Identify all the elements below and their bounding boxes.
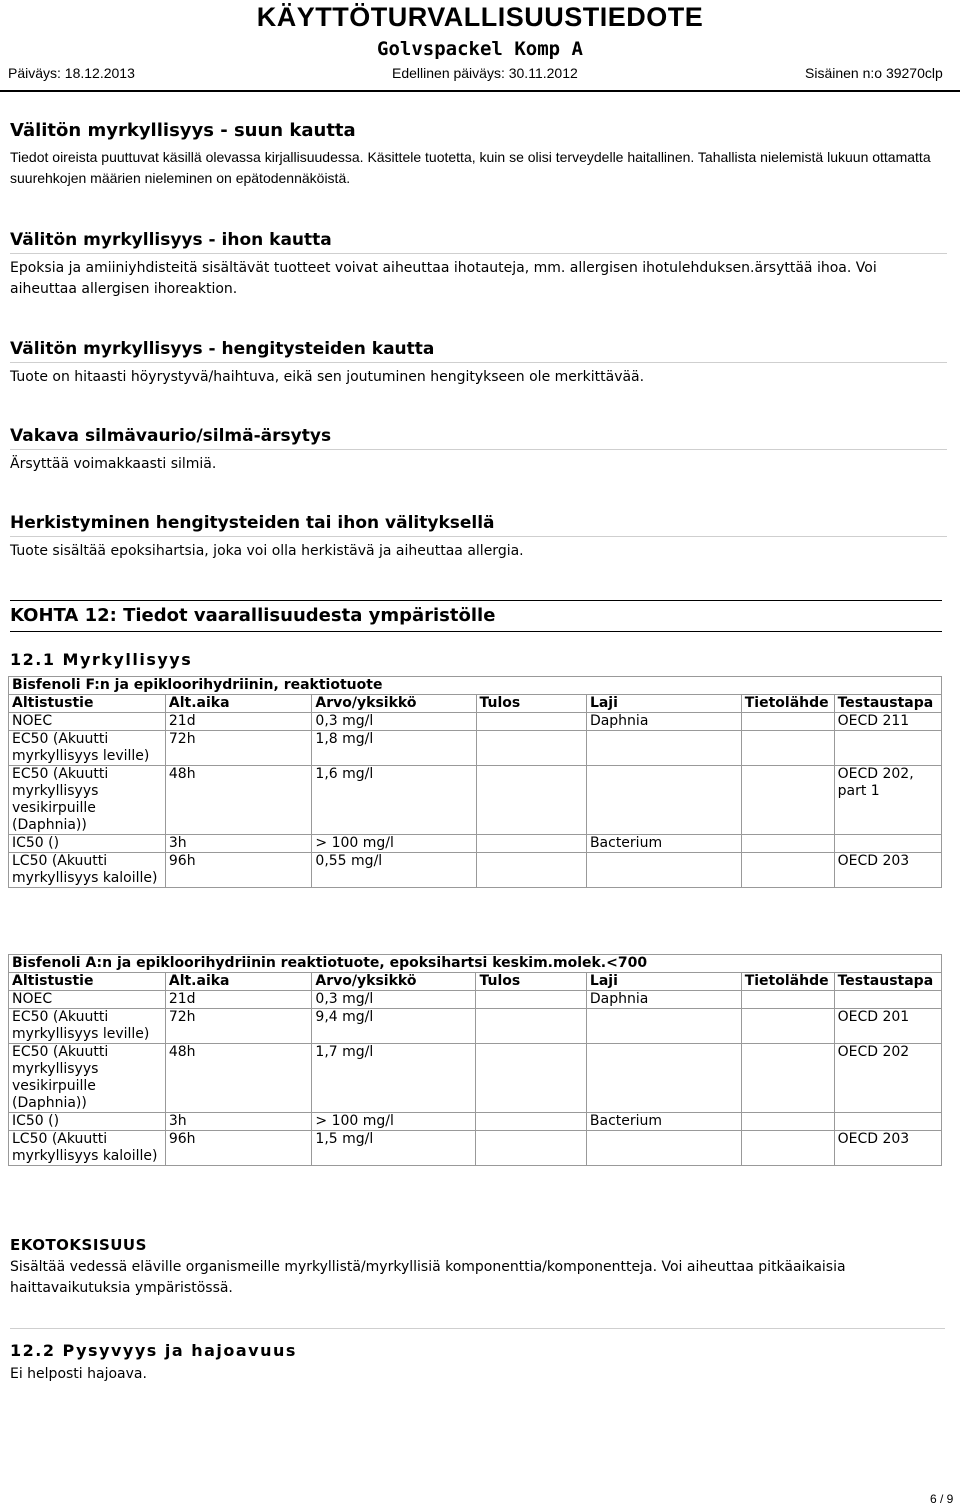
subsection-12-1-heading: 12.1 Myrkyllisyys — [10, 650, 193, 669]
table-row — [9, 1113, 942, 1131]
section-12-heading: KOHTA 12: Tiedot vaarallisuudesta ympäristölle — [10, 600, 942, 632]
table-cell — [834, 731, 941, 766]
table-cell: NOEC — [9, 991, 166, 1009]
table-cell: EC50 (Akuutti myrkyllisyys leville) — [9, 1009, 166, 1044]
table-cell: 72h — [165, 731, 312, 766]
table-cell: 3h — [165, 1113, 312, 1131]
column-header: Laji — [586, 695, 741, 713]
table-cell: 1,6 mg/l — [312, 766, 476, 835]
table-cell — [741, 1044, 834, 1113]
table-row — [9, 835, 942, 853]
section-sensitisation — [10, 512, 947, 562]
section-text: Tuote sisältää epoksihartsia, joka voi olla herkistävä ja aiheuttaa allergia. — [10, 543, 524, 559]
table-cell — [476, 1009, 586, 1044]
table-cell — [834, 835, 941, 853]
table-cell — [741, 835, 834, 853]
section-divider — [10, 1328, 945, 1329]
table-cell: Daphnia — [586, 991, 741, 1009]
table-cell: 96h — [165, 853, 312, 888]
table-cell: Bacterium — [586, 835, 741, 853]
ecotoxicity-heading: EKOTOKSISUUS — [10, 1236, 147, 1254]
table-cell: 48h — [165, 766, 312, 835]
document-title: KÄYTTÖTURVALLISUUSTIEDOTE — [256, 2, 704, 32]
table-cell: NOEC — [9, 713, 166, 731]
column-header: Laji — [586, 973, 741, 991]
table-row — [9, 731, 942, 766]
table-cell — [586, 766, 741, 835]
table-cell — [476, 1044, 586, 1113]
table-row — [9, 991, 942, 1009]
column-header: Alt.aika — [165, 695, 312, 713]
table-cell — [741, 713, 834, 731]
column-header: Altistustie — [9, 695, 166, 713]
table-cell — [586, 1131, 741, 1166]
header-divider — [0, 90, 960, 92]
table-caption: Bisfenoli A:n ja epikloorihydriinin reaktiotuote, epoksihartsi keskim.molek.<700 — [9, 955, 942, 973]
table-cell: 72h — [165, 1009, 312, 1044]
table-cell: Daphnia — [586, 713, 741, 731]
table-cell: 0,3 mg/l — [312, 713, 476, 731]
page-number: 6 / 9 — [930, 1492, 954, 1506]
table-header-row — [9, 973, 942, 991]
table-cell — [586, 731, 741, 766]
table-cell — [834, 1113, 941, 1131]
previous-date-label: Edellinen päiväys: 30.11.2012 — [392, 65, 578, 81]
table-row — [9, 1009, 942, 1044]
section-heading: Vakava silmävaurio/silmä-ärsytys — [10, 425, 947, 450]
table-cell: IC50 () — [9, 835, 166, 853]
column-header: Testaustapa — [834, 973, 941, 991]
table-cell: 1,7 mg/l — [312, 1044, 476, 1113]
table-cell: OECD 203 — [834, 853, 941, 888]
table-cell: OECD 201 — [834, 1009, 941, 1044]
table-cell: OECD 202, part 1 — [834, 766, 941, 835]
table-cell — [741, 731, 834, 766]
table-row — [9, 1044, 942, 1113]
subsection-12-2-heading: 12.2 Pysyvyys ja hajoavuus — [10, 1341, 297, 1360]
column-header: Tulos — [476, 973, 586, 991]
table-cell: 48h — [165, 1044, 312, 1113]
table-cell: > 100 mg/l — [312, 835, 476, 853]
subsection-12-2-text: Ei helposti hajoava. — [10, 1366, 147, 1382]
section-text: Ärsyttää voimakkaasti silmiä. — [10, 456, 217, 472]
table-cell — [834, 991, 941, 1009]
table-cell — [476, 991, 586, 1009]
header-meta-row — [0, 65, 960, 85]
toxicity-table-2 — [8, 954, 942, 1166]
section-oral-toxicity — [10, 120, 947, 189]
section-heading: Välitön myrkyllisyys - suun kautta — [10, 120, 356, 141]
table-row — [9, 766, 942, 835]
toxicity-table-1 — [8, 676, 942, 888]
table-cell: OECD 211 — [834, 713, 941, 731]
table-row — [9, 1131, 942, 1166]
table-cell: EC50 (Akuutti myrkyllisyys vesikirpuille (Daphnia)) — [9, 766, 166, 835]
table-cell: LC50 (Akuutti myrkyllisyys kaloille) — [9, 853, 166, 888]
section-text: Epoksia ja amiiniyhdisteitä sisältävät tuotteet voivat aiheuttaa ihotauteja, mm. allergisen ihotulehduksen.ärsyttää ihoa. Voi aiheuttaa allergisen ihoreaktion. — [10, 260, 877, 297]
table-cell — [741, 766, 834, 835]
table-cell: Bacterium — [586, 1113, 741, 1131]
column-header: Alt.aika — [165, 973, 312, 991]
table-cell — [476, 731, 586, 766]
column-header: Tietolähde — [741, 695, 834, 713]
section-inhalation-toxicity — [10, 338, 947, 388]
column-header: Tietolähde — [741, 973, 834, 991]
table-cell — [476, 853, 586, 888]
section-text: Tuote on hitaasti höyrystyvä/haihtuva, eikä sen joutuminen hengitykseen ole merkittävää. — [10, 369, 645, 385]
table-cell — [476, 1113, 586, 1131]
internal-number-label: Sisäinen n:o 39270clp — [805, 65, 943, 81]
table-row — [9, 713, 942, 731]
table-cell — [476, 835, 586, 853]
table-cell — [741, 1009, 834, 1044]
table-header-row — [9, 695, 942, 713]
table-cell: 9,4 mg/l — [312, 1009, 476, 1044]
section-heading: Herkistyminen hengitysteiden tai ihon välityksellä — [10, 512, 947, 537]
section-heading: Välitön myrkyllisyys - ihon kautta — [10, 229, 947, 254]
table-caption: Bisfenoli F:n ja epikloorihydriinin, reaktiotuote — [9, 677, 942, 695]
section-dermal-toxicity — [10, 229, 947, 300]
column-header: Tulos — [476, 695, 586, 713]
table-cell — [741, 853, 834, 888]
table-cell — [476, 1131, 586, 1166]
company-name: Golvspackel Komp A — [377, 38, 583, 60]
table-cell: OECD 202 — [834, 1044, 941, 1113]
table-cell — [586, 853, 741, 888]
table-cell: 0,55 mg/l — [312, 853, 476, 888]
table-cell — [741, 991, 834, 1009]
date-label: Päiväys: 18.12.2013 — [8, 65, 135, 81]
table-cell: 1,8 mg/l — [312, 731, 476, 766]
table-cell — [586, 1044, 741, 1113]
table-cell: 0,3 mg/l — [312, 991, 476, 1009]
table-cell — [476, 713, 586, 731]
section-eye-damage — [10, 425, 947, 475]
column-header: Arvo/yksikkö — [312, 973, 476, 991]
table-cell: IC50 () — [9, 1113, 166, 1131]
column-header: Altistustie — [9, 973, 166, 991]
section-text: Tiedot oireista puuttuvat käsillä olevassa kirjallisuudessa. Käsittele tuotetta, kuin se olisi terveydelle haitallinen. Tahallista nielemistä lukuun ottamatta suurehkojen määrien nieleminen on epätodennäköistä. — [10, 149, 931, 186]
section-heading: Välitön myrkyllisyys - hengitysteiden kautta — [10, 338, 947, 363]
table-row — [9, 853, 942, 888]
table-cell — [586, 1009, 741, 1044]
table-cell: 3h — [165, 835, 312, 853]
table-cell — [741, 1113, 834, 1131]
ecotoxicity-text: Sisältää vedessä eläville organismeille myrkyllistä/myrkyllisiä komponenttia/komponentteja. Voi aiheuttaa pitkäaikaisia haittavaikutuksia ympäristössä. — [10, 1259, 846, 1296]
table-cell — [476, 766, 586, 835]
table-cell: 21d — [165, 991, 312, 1009]
table-cell: EC50 (Akuutti myrkyllisyys leville) — [9, 731, 166, 766]
column-header: Arvo/yksikkö — [312, 695, 476, 713]
table-cell — [741, 1131, 834, 1166]
table-cell: 96h — [165, 1131, 312, 1166]
table-cell: OECD 203 — [834, 1131, 941, 1166]
table-cell: 21d — [165, 713, 312, 731]
table-cell: LC50 (Akuutti myrkyllisyys kaloille) — [9, 1131, 166, 1166]
table-cell: 1,5 mg/l — [312, 1131, 476, 1166]
table-cell: > 100 mg/l — [312, 1113, 476, 1131]
column-header: Testaustapa — [834, 695, 941, 713]
table-cell: EC50 (Akuutti myrkyllisyys vesikirpuille (Daphnia)) — [9, 1044, 166, 1113]
